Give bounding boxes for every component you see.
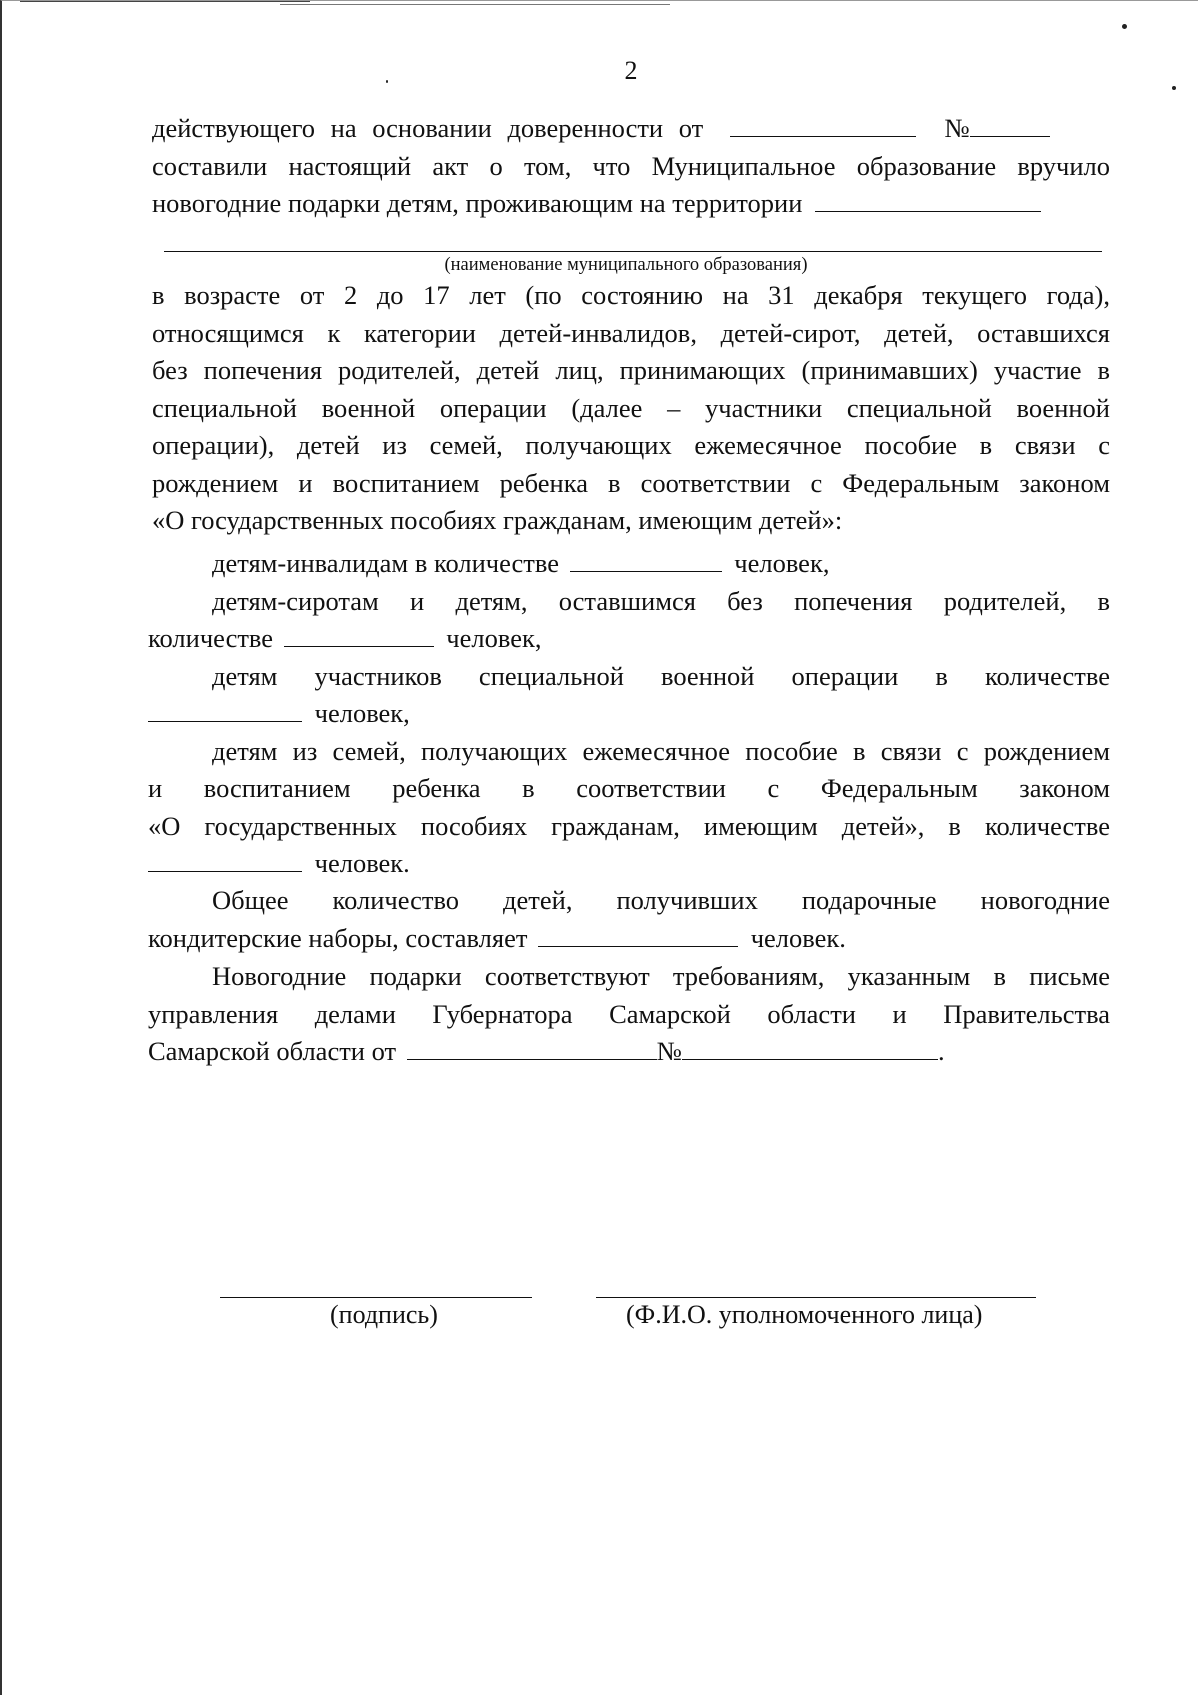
body-line: относящимся к категории детей-инвалидов, детей-сирот, детей, оставшихся bbox=[152, 317, 1110, 348]
people-label: человек. bbox=[314, 848, 410, 878]
total-line-1: Общее количество детей, получивших подарочные новогодние bbox=[212, 885, 1110, 915]
requirements-paragraph bbox=[148, 958, 1110, 1071]
scan-artifact-rule bbox=[280, 4, 670, 5]
body-paragraph bbox=[152, 277, 1110, 540]
scan-artifact-rule bbox=[20, 1, 310, 2]
end-period: . bbox=[938, 1036, 945, 1066]
body-line: в возрасте от 2 до 17 лет (по состоянию на 31 декабря текущего года), bbox=[152, 280, 1110, 310]
intro-line-2: составили настоящий акт о том, что Муниципальное образование вручило bbox=[152, 150, 1110, 181]
page-number: 2 bbox=[624, 56, 638, 85]
allowance-count-field bbox=[148, 847, 302, 872]
power-of-attorney-date-field bbox=[730, 112, 916, 137]
signature-field bbox=[220, 1297, 532, 1298]
letter-date-field bbox=[407, 1035, 657, 1060]
total-line-2 bbox=[148, 920, 1110, 958]
allowance-count-line-3: «О государственных пособиях гражданам, имеющим детей», в количестве bbox=[148, 810, 1110, 841]
intro-line-1 bbox=[152, 110, 1110, 148]
requirements-line-1: Новогодние подарки соответствуют требованиям, указанным в письме bbox=[212, 961, 1110, 991]
svo-count-field bbox=[148, 697, 302, 722]
requirements-line-2: управления делами Губернатора Самарской области и Правительства bbox=[148, 998, 1110, 1029]
allowance-count-line-2: и воспитанием ребенка в соответствии с Федеральным законом bbox=[148, 773, 1110, 803]
intro-text-1: действующего на основании доверенности от bbox=[152, 113, 704, 143]
intro-line-3 bbox=[152, 185, 1110, 223]
people-label: человек, bbox=[446, 623, 542, 653]
municipality-name-field bbox=[164, 251, 1102, 252]
number-sign: № bbox=[656, 1036, 682, 1066]
svo-count-line-1: детям участников специальной военной операции в количестве bbox=[212, 660, 1110, 691]
intro-paragraph bbox=[152, 110, 1110, 223]
authorized-person-label: (Ф.И.О. уполномоченного лица) bbox=[626, 1300, 983, 1329]
body-line: «О государственных пособиях гражданам, имеющим детей»: bbox=[152, 505, 843, 535]
orphans-count-field bbox=[284, 622, 434, 647]
number-sign: № bbox=[944, 113, 970, 143]
allowance-count-line-4 bbox=[148, 845, 1110, 883]
people-label: человек. bbox=[750, 922, 846, 953]
municipality-caption: (наименование муниципального образования) bbox=[444, 255, 808, 275]
people-label: человек, bbox=[734, 548, 830, 578]
letter-number-field bbox=[682, 1035, 938, 1060]
body-line: специальной военной операции (далее – участники специальной военной bbox=[152, 392, 1110, 423]
scan-speck bbox=[1172, 86, 1176, 90]
scan-speck bbox=[386, 80, 388, 83]
counts-section bbox=[148, 545, 1110, 883]
people-label: человек, bbox=[314, 698, 410, 728]
svo-count-line-2 bbox=[148, 695, 1110, 733]
disabled-count-field bbox=[570, 547, 722, 572]
requirements-label: Самарской области от bbox=[148, 1036, 397, 1066]
authorized-person-name-field bbox=[596, 1297, 1036, 1298]
total-paragraph bbox=[148, 882, 1110, 957]
allowance-count-line-1: детям из семей, получающих ежемесячное пособие в связи с рождением bbox=[212, 735, 1110, 766]
body-line: операции), детей из семей, получающих ежемесячное пособие в связи с bbox=[152, 430, 1110, 460]
body-line: рождением и воспитанием ребенка в соответствии с Федеральным законом bbox=[152, 467, 1110, 498]
intro-text-3: новогодние подарки детям, проживающим на территории bbox=[152, 188, 803, 218]
scan-speck bbox=[1122, 24, 1127, 29]
signature-label: (подпись) bbox=[330, 1300, 438, 1329]
orphans-count-line-1: детям-сиротам и детям, оставшимся без попечения родителей, в bbox=[212, 585, 1110, 616]
disabled-count-label: детям-инвалидам в количестве bbox=[212, 548, 560, 578]
power-of-attorney-number-field bbox=[970, 112, 1050, 137]
orphans-count-label: количестве bbox=[148, 623, 274, 653]
orphans-count-line-2 bbox=[148, 620, 1110, 658]
total-count-field bbox=[538, 922, 738, 947]
body-line: без попечения родителей, детей лиц, принимающих (принимавших) участие в bbox=[152, 355, 1110, 385]
territory-field bbox=[815, 187, 1041, 212]
requirements-line-3 bbox=[148, 1033, 1110, 1071]
disabled-count-line bbox=[148, 545, 1110, 583]
total-label: кондитерские наборы, составляет bbox=[148, 922, 528, 953]
